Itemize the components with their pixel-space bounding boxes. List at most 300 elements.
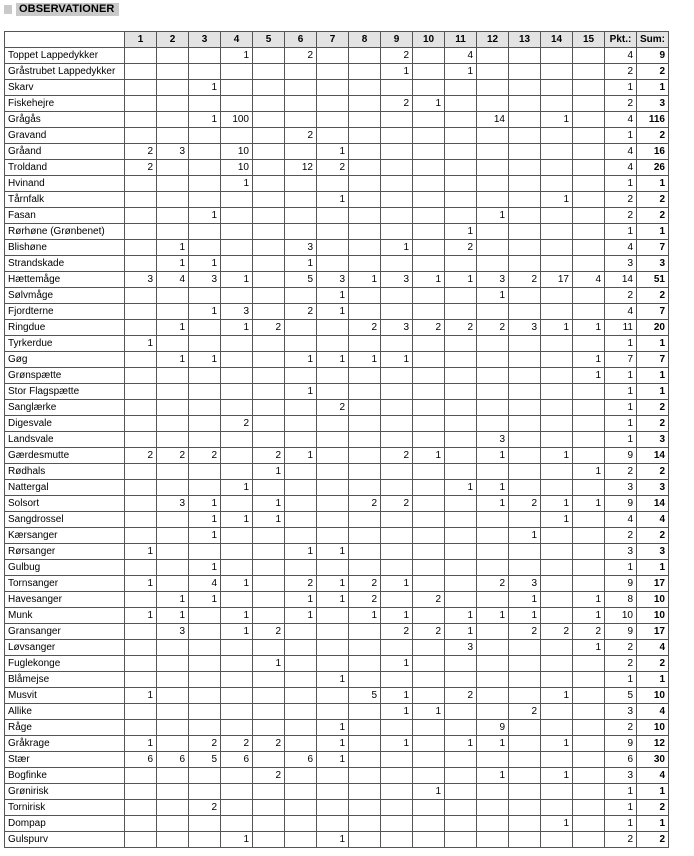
count-cell <box>253 192 285 208</box>
count-cell: 5 <box>189 752 221 768</box>
species-name: Løvsanger <box>5 640 125 656</box>
count-cell <box>157 736 189 752</box>
count-cell <box>413 816 445 832</box>
count-cell <box>509 160 541 176</box>
count-cell: 1 <box>541 688 573 704</box>
count-cell: 1 <box>285 544 317 560</box>
count-cell: 10 <box>221 160 253 176</box>
count-cell <box>125 624 157 640</box>
count-cell <box>477 640 509 656</box>
count-cell <box>157 160 189 176</box>
count-cell <box>509 544 541 560</box>
sum-cell: 4 <box>637 640 669 656</box>
count-cell: 2 <box>381 448 413 464</box>
count-cell: 3 <box>381 272 413 288</box>
count-cell: 4 <box>189 576 221 592</box>
count-cell <box>285 320 317 336</box>
count-cell: 1 <box>221 48 253 64</box>
count-cell <box>317 800 349 816</box>
count-cell: 1 <box>317 288 349 304</box>
table-row <box>5 512 669 528</box>
count-cell <box>573 752 605 768</box>
count-cell <box>221 352 253 368</box>
count-cell: 1 <box>509 528 541 544</box>
count-cell <box>125 240 157 256</box>
count-cell: 2 <box>541 624 573 640</box>
table-row <box>5 560 669 576</box>
count-cell <box>317 224 349 240</box>
count-cell <box>285 208 317 224</box>
pkt-cell: 1 <box>605 800 637 816</box>
pkt-cell: 9 <box>605 448 637 464</box>
count-cell <box>381 384 413 400</box>
species-name: Gransanger <box>5 624 125 640</box>
count-cell <box>349 336 381 352</box>
count-cell <box>157 784 189 800</box>
species-name: Gråkrage <box>5 736 125 752</box>
count-cell <box>477 96 509 112</box>
count-cell: 1 <box>573 496 605 512</box>
count-cell <box>541 96 573 112</box>
count-cell: 1 <box>189 560 221 576</box>
count-cell: 3 <box>125 272 157 288</box>
pkt-cell: 11 <box>605 320 637 336</box>
count-cell: 1 <box>125 576 157 592</box>
pkt-cell: 1 <box>605 384 637 400</box>
count-cell <box>317 656 349 672</box>
count-cell <box>317 608 349 624</box>
count-cell: 1 <box>317 832 349 848</box>
count-cell: 3 <box>285 240 317 256</box>
count-cell <box>541 288 573 304</box>
count-cell: 1 <box>189 80 221 96</box>
count-cell <box>509 448 541 464</box>
count-cell <box>349 224 381 240</box>
sum-cell: 3 <box>637 480 669 496</box>
count-cell <box>509 816 541 832</box>
count-cell <box>285 96 317 112</box>
count-cell <box>445 384 477 400</box>
count-cell <box>509 144 541 160</box>
count-cell <box>573 672 605 688</box>
species-name: Fjordterne <box>5 304 125 320</box>
count-cell <box>221 672 253 688</box>
count-cell: 2 <box>349 592 381 608</box>
count-cell <box>125 560 157 576</box>
species-name: Tornsanger <box>5 576 125 592</box>
count-cell <box>541 176 573 192</box>
column-header: 3 <box>189 32 221 48</box>
count-cell <box>125 304 157 320</box>
pkt-cell: 2 <box>605 528 637 544</box>
count-cell <box>445 96 477 112</box>
count-cell <box>349 832 381 848</box>
count-cell <box>445 160 477 176</box>
pkt-cell: 6 <box>605 752 637 768</box>
count-cell <box>317 624 349 640</box>
pkt-cell: 3 <box>605 256 637 272</box>
count-cell <box>285 416 317 432</box>
pkt-cell: 2 <box>605 656 637 672</box>
pkt-cell: 2 <box>605 208 637 224</box>
count-cell <box>381 112 413 128</box>
count-cell: 1 <box>541 320 573 336</box>
sum-cell: 1 <box>637 560 669 576</box>
species-name: Kærsanger <box>5 528 125 544</box>
count-cell <box>413 144 445 160</box>
count-cell: 2 <box>125 448 157 464</box>
species-name: Blishøne <box>5 240 125 256</box>
count-cell <box>157 640 189 656</box>
sum-cell: 14 <box>637 496 669 512</box>
count-cell <box>509 80 541 96</box>
pkt-cell: 1 <box>605 80 637 96</box>
count-cell <box>477 80 509 96</box>
column-header: 9 <box>381 32 413 48</box>
count-cell <box>381 752 413 768</box>
sum-cell: 116 <box>637 112 669 128</box>
count-cell: 4 <box>445 48 477 64</box>
count-cell <box>445 192 477 208</box>
count-cell <box>125 400 157 416</box>
count-cell <box>157 528 189 544</box>
count-cell <box>413 224 445 240</box>
species-name: Havesanger <box>5 592 125 608</box>
count-cell: 2 <box>253 768 285 784</box>
count-cell <box>413 128 445 144</box>
count-cell <box>125 656 157 672</box>
table-row <box>5 256 669 272</box>
table-row <box>5 400 669 416</box>
pkt-cell: 1 <box>605 128 637 144</box>
count-cell <box>541 720 573 736</box>
count-cell: 1 <box>221 832 253 848</box>
count-cell: 3 <box>157 144 189 160</box>
count-cell <box>509 560 541 576</box>
pkt-cell: 1 <box>605 368 637 384</box>
count-cell: 1 <box>381 656 413 672</box>
count-cell <box>477 688 509 704</box>
count-cell: 2 <box>125 144 157 160</box>
count-cell <box>349 400 381 416</box>
pkt-cell: 5 <box>605 688 637 704</box>
count-cell: 1 <box>317 752 349 768</box>
count-cell <box>349 480 381 496</box>
table-row <box>5 496 669 512</box>
count-cell: 1 <box>381 240 413 256</box>
table-row <box>5 208 669 224</box>
count-cell <box>253 576 285 592</box>
count-cell <box>285 288 317 304</box>
count-cell: 2 <box>413 320 445 336</box>
table-row <box>5 272 669 288</box>
pkt-cell: 4 <box>605 512 637 528</box>
count-cell <box>573 432 605 448</box>
species-name: Sanglærke <box>5 400 125 416</box>
count-cell <box>189 320 221 336</box>
count-cell <box>445 752 477 768</box>
pkt-cell: 2 <box>605 720 637 736</box>
count-cell <box>541 608 573 624</box>
count-cell <box>541 752 573 768</box>
count-cell <box>413 464 445 480</box>
species-name: Fiskehejre <box>5 96 125 112</box>
count-cell <box>253 672 285 688</box>
count-cell: 1 <box>189 512 221 528</box>
species-name: Gråstrubet Lappedykker <box>5 64 125 80</box>
table-row <box>5 336 669 352</box>
count-cell <box>509 672 541 688</box>
count-cell <box>445 176 477 192</box>
count-cell <box>573 160 605 176</box>
count-cell <box>317 560 349 576</box>
table-row <box>5 816 669 832</box>
count-cell: 1 <box>189 256 221 272</box>
count-cell <box>349 368 381 384</box>
species-name: Rørhøne (Grønbenet) <box>5 224 125 240</box>
count-cell: 5 <box>285 272 317 288</box>
count-cell <box>221 384 253 400</box>
count-cell <box>541 48 573 64</box>
sum-cell: 26 <box>637 160 669 176</box>
count-cell <box>573 384 605 400</box>
count-cell <box>413 352 445 368</box>
sum-cell: 1 <box>637 80 669 96</box>
count-cell <box>349 96 381 112</box>
count-cell <box>317 784 349 800</box>
table-row <box>5 800 669 816</box>
count-cell <box>189 336 221 352</box>
count-cell <box>253 144 285 160</box>
count-cell <box>317 320 349 336</box>
count-cell <box>285 512 317 528</box>
count-cell <box>541 800 573 816</box>
table-row <box>5 704 669 720</box>
count-cell <box>285 432 317 448</box>
count-cell <box>125 496 157 512</box>
count-cell: 1 <box>317 352 349 368</box>
count-cell <box>125 528 157 544</box>
count-cell <box>253 112 285 128</box>
count-cell: 1 <box>541 112 573 128</box>
count-cell: 1 <box>413 448 445 464</box>
count-cell <box>477 672 509 688</box>
sum-cell: 51 <box>637 272 669 288</box>
count-cell <box>125 784 157 800</box>
count-cell: 3 <box>477 272 509 288</box>
pkt-cell: 14 <box>605 272 637 288</box>
count-cell: 1 <box>221 320 253 336</box>
species-name: Grønspætte <box>5 368 125 384</box>
table-row <box>5 768 669 784</box>
count-cell: 9 <box>477 720 509 736</box>
count-cell <box>509 304 541 320</box>
count-cell <box>317 512 349 528</box>
count-cell <box>189 640 221 656</box>
count-cell: 1 <box>221 624 253 640</box>
count-cell: 1 <box>381 352 413 368</box>
count-cell <box>413 528 445 544</box>
count-cell <box>413 400 445 416</box>
count-cell <box>349 464 381 480</box>
count-cell <box>157 176 189 192</box>
count-cell: 1 <box>189 528 221 544</box>
count-cell: 1 <box>189 592 221 608</box>
table-row <box>5 624 669 640</box>
count-cell <box>573 288 605 304</box>
table-row <box>5 224 669 240</box>
count-cell <box>285 736 317 752</box>
count-cell: 2 <box>509 624 541 640</box>
count-cell <box>477 816 509 832</box>
count-cell <box>253 208 285 224</box>
column-header: 13 <box>509 32 541 48</box>
count-cell: 12 <box>285 160 317 176</box>
count-cell <box>413 768 445 784</box>
sum-cell: 1 <box>637 336 669 352</box>
count-cell <box>125 192 157 208</box>
count-cell: 3 <box>509 320 541 336</box>
count-cell <box>285 496 317 512</box>
count-cell <box>253 48 285 64</box>
count-cell <box>413 432 445 448</box>
count-cell: 1 <box>317 672 349 688</box>
count-cell <box>381 432 413 448</box>
count-cell <box>125 720 157 736</box>
count-cell <box>509 368 541 384</box>
table-row <box>5 48 669 64</box>
count-cell <box>125 208 157 224</box>
count-cell <box>445 256 477 272</box>
count-cell <box>349 48 381 64</box>
column-header: 14 <box>541 32 573 48</box>
count-cell <box>445 144 477 160</box>
count-cell <box>157 384 189 400</box>
count-cell <box>381 560 413 576</box>
pkt-cell: 1 <box>605 400 637 416</box>
count-cell: 1 <box>413 272 445 288</box>
sum-cell: 2 <box>637 192 669 208</box>
count-cell <box>221 400 253 416</box>
count-cell <box>381 672 413 688</box>
pkt-cell: 1 <box>605 336 637 352</box>
table-row <box>5 144 669 160</box>
table-row <box>5 592 669 608</box>
sum-cell: 2 <box>637 288 669 304</box>
sum-cell: 16 <box>637 144 669 160</box>
count-cell <box>573 832 605 848</box>
count-cell: 1 <box>381 576 413 592</box>
count-cell <box>285 480 317 496</box>
table-row <box>5 80 669 96</box>
count-cell <box>541 416 573 432</box>
sum-cell: 2 <box>637 464 669 480</box>
count-cell <box>413 800 445 816</box>
count-cell <box>157 720 189 736</box>
pkt-cell: 4 <box>605 304 637 320</box>
count-cell <box>253 288 285 304</box>
count-cell <box>253 224 285 240</box>
count-cell <box>157 672 189 688</box>
count-cell: 100 <box>221 112 253 128</box>
count-cell: 2 <box>253 624 285 640</box>
species-name: Fuglekonge <box>5 656 125 672</box>
count-cell <box>349 176 381 192</box>
species-name: Digesvale <box>5 416 125 432</box>
pkt-cell: 9 <box>605 496 637 512</box>
count-cell <box>381 256 413 272</box>
count-cell <box>413 112 445 128</box>
count-cell <box>477 512 509 528</box>
count-cell <box>125 352 157 368</box>
count-cell: 1 <box>349 608 381 624</box>
table-row <box>5 192 669 208</box>
pkt-cell: 1 <box>605 432 637 448</box>
count-cell <box>541 480 573 496</box>
count-cell <box>477 336 509 352</box>
count-cell <box>253 96 285 112</box>
table-row <box>5 240 669 256</box>
count-cell <box>573 480 605 496</box>
count-cell: 2 <box>253 448 285 464</box>
count-cell <box>381 480 413 496</box>
count-cell: 1 <box>317 592 349 608</box>
count-cell <box>413 256 445 272</box>
table-row <box>5 688 669 704</box>
count-cell <box>477 752 509 768</box>
count-cell <box>541 352 573 368</box>
sum-cell: 1 <box>637 384 669 400</box>
count-cell <box>541 432 573 448</box>
count-cell <box>573 48 605 64</box>
sum-cell: 3 <box>637 96 669 112</box>
count-cell <box>413 480 445 496</box>
count-cell <box>157 128 189 144</box>
count-cell <box>349 240 381 256</box>
count-cell <box>541 640 573 656</box>
count-cell <box>253 256 285 272</box>
count-cell <box>509 112 541 128</box>
count-cell <box>157 96 189 112</box>
count-cell <box>541 64 573 80</box>
count-cell <box>349 80 381 96</box>
species-name: Troldand <box>5 160 125 176</box>
pkt-cell: 4 <box>605 160 637 176</box>
count-cell <box>573 96 605 112</box>
count-cell <box>541 208 573 224</box>
sum-cell: 1 <box>637 672 669 688</box>
count-cell <box>413 80 445 96</box>
count-cell <box>413 736 445 752</box>
count-cell <box>189 240 221 256</box>
count-cell <box>189 704 221 720</box>
pkt-cell: 1 <box>605 672 637 688</box>
pkt-cell: 1 <box>605 224 637 240</box>
table-row <box>5 320 669 336</box>
count-cell <box>381 512 413 528</box>
count-cell <box>221 688 253 704</box>
count-cell: 1 <box>125 608 157 624</box>
pkt-cell: 4 <box>605 144 637 160</box>
pkt-cell: 3 <box>605 544 637 560</box>
count-cell <box>509 464 541 480</box>
count-cell <box>509 480 541 496</box>
count-cell: 1 <box>221 272 253 288</box>
count-cell <box>189 96 221 112</box>
count-cell <box>349 528 381 544</box>
species-name: Skarv <box>5 80 125 96</box>
count-cell <box>157 64 189 80</box>
